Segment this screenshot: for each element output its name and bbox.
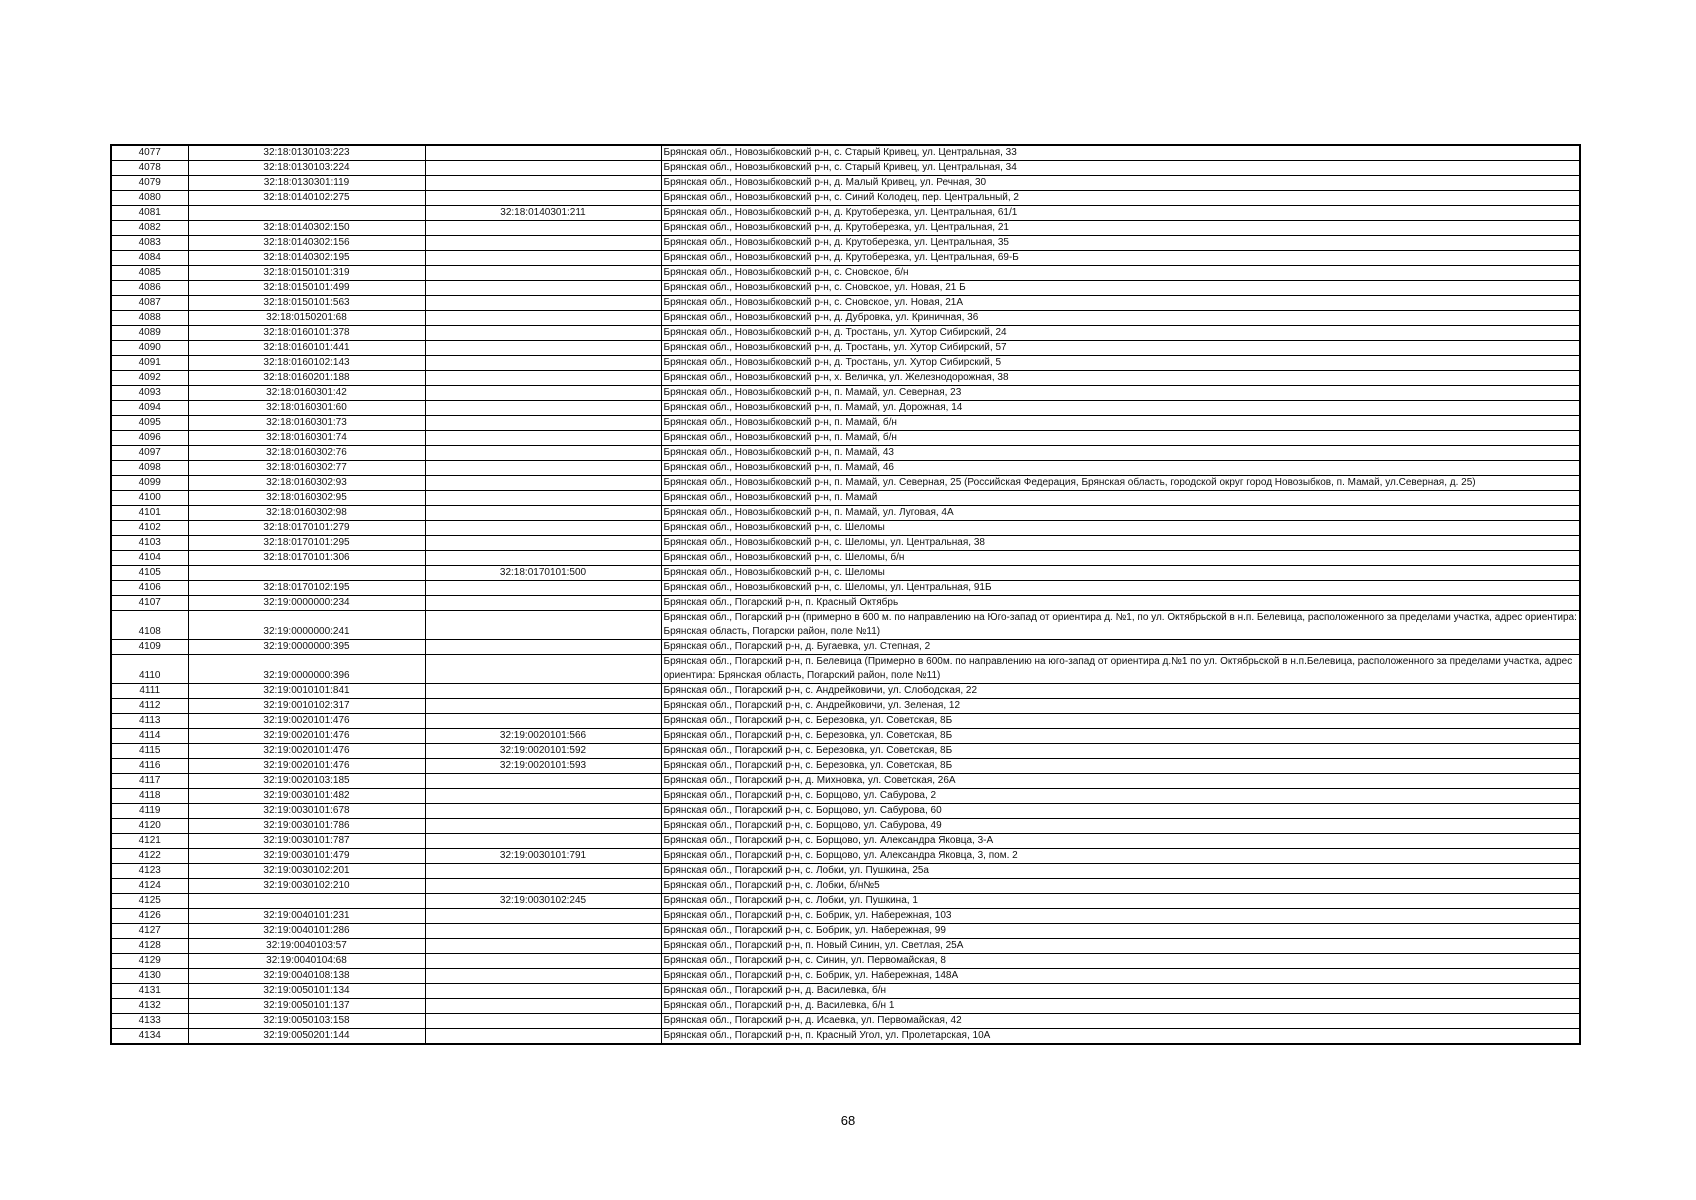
cadastral-number-cell: 32:18:0150101:499 bbox=[188, 281, 425, 296]
address-cell: Брянская обл., Погарский р-н, с. Бобрик, ул. Набережная, 148А bbox=[661, 969, 1580, 984]
row-number-cell: 4091 bbox=[111, 356, 188, 371]
cadastral-number-cell: 32:18:0160301:60 bbox=[188, 401, 425, 416]
table-row bbox=[111, 714, 1580, 729]
table-row bbox=[111, 849, 1580, 864]
secondary-cadastral-number-cell bbox=[425, 281, 661, 296]
table-row bbox=[111, 356, 1580, 371]
address-cell: Брянская обл., Погарский р-н, п. Красный Октябрь bbox=[661, 596, 1580, 611]
address-cell: Брянская обл., Погарский р-н, с. Березовка, ул. Советская, 8Б bbox=[661, 759, 1580, 774]
address-cell: Брянская обл., Новозыбковский р-н, п. Мамай bbox=[661, 491, 1580, 506]
cadastral-number-cell: 32:19:0000000:396 bbox=[188, 655, 425, 684]
secondary-cadastral-number-cell bbox=[425, 909, 661, 924]
table-row bbox=[111, 1029, 1580, 1045]
secondary-cadastral-number-cell bbox=[425, 655, 661, 684]
property-register-table bbox=[110, 144, 1581, 1045]
row-number-cell: 4113 bbox=[111, 714, 188, 729]
cadastral-number-cell: 32:18:0140302:150 bbox=[188, 221, 425, 236]
row-number-cell: 4130 bbox=[111, 969, 188, 984]
cadastral-number-cell: 32:18:0160201:188 bbox=[188, 371, 425, 386]
cadastral-number-cell: 32:19:0010102:317 bbox=[188, 699, 425, 714]
secondary-cadastral-number-cell bbox=[425, 581, 661, 596]
cadastral-number-cell: 32:18:0160302:98 bbox=[188, 506, 425, 521]
cadastral-number-cell: 32:18:0170102:195 bbox=[188, 581, 425, 596]
row-number-cell: 4116 bbox=[111, 759, 188, 774]
cadastral-number-cell bbox=[188, 566, 425, 581]
table-row bbox=[111, 176, 1580, 191]
address-cell: Брянская обл., Погарский р-н, п. Белевица (Примерно в 600м. по направлению на юго-запад от ориентира д.№1 по ул. Октябрьской в н.п.Белевица, расположенного за пределами участка, адрес ориентира: Брянская область, Погарский район, поле №11) bbox=[661, 655, 1580, 684]
cadastral-number-cell: 32:19:0000000:234 bbox=[188, 596, 425, 611]
secondary-cadastral-number-cell bbox=[425, 356, 661, 371]
address-cell: Брянская обл., Погарский р-н, п. Новый Синин, ул. Светлая, 25А bbox=[661, 939, 1580, 954]
table-row bbox=[111, 969, 1580, 984]
cadastral-number-cell: 32:18:0160302:93 bbox=[188, 476, 425, 491]
row-number-cell: 4100 bbox=[111, 491, 188, 506]
row-number-cell: 4097 bbox=[111, 446, 188, 461]
address-cell: Брянская обл., Новозыбковский р-н, д. Тростань, ул. Хутор Сибирский, 57 bbox=[661, 341, 1580, 356]
secondary-cadastral-number-cell bbox=[425, 416, 661, 431]
address-cell: Брянская обл., Погарский р-н, с. Борщово, ул. Сабурова, 2 bbox=[661, 789, 1580, 804]
row-number-cell: 4077 bbox=[111, 145, 188, 161]
address-cell: Брянская обл., Новозыбковский р-н, с. Шеломы bbox=[661, 521, 1580, 536]
table-row bbox=[111, 296, 1580, 311]
secondary-cadastral-number-cell: 32:19:0030101:791 bbox=[425, 849, 661, 864]
cadastral-number-cell: 32:19:0030101:787 bbox=[188, 834, 425, 849]
row-number-cell: 4127 bbox=[111, 924, 188, 939]
secondary-cadastral-number-cell bbox=[425, 819, 661, 834]
cadastral-number-cell: 32:18:0130103:224 bbox=[188, 161, 425, 176]
row-number-cell: 4101 bbox=[111, 506, 188, 521]
row-number-cell: 4123 bbox=[111, 864, 188, 879]
address-cell: Брянская обл., Новозыбковский р-н, п. Мамай, 46 bbox=[661, 461, 1580, 476]
cadastral-number-cell bbox=[188, 206, 425, 221]
address-cell: Брянская обл., Новозыбковский р-н, п. Мамай, б/н bbox=[661, 431, 1580, 446]
address-cell: Брянская обл., Новозыбковский р-н, с. Шеломы bbox=[661, 566, 1580, 581]
cadastral-number-cell: 32:19:0030102:210 bbox=[188, 879, 425, 894]
row-number-cell: 4134 bbox=[111, 1029, 188, 1045]
row-number-cell: 4086 bbox=[111, 281, 188, 296]
address-cell: Брянская обл., Погарский р-н, с. Березовка, ул. Советская, 8Б bbox=[661, 744, 1580, 759]
secondary-cadastral-number-cell bbox=[425, 834, 661, 849]
row-number-cell: 4083 bbox=[111, 236, 188, 251]
address-cell: Брянская обл., Погарский р-н, д. Василевка, б/н 1 bbox=[661, 999, 1580, 1014]
row-number-cell: 4107 bbox=[111, 596, 188, 611]
table-row bbox=[111, 1014, 1580, 1029]
cadastral-number-cell: 32:18:0150101:319 bbox=[188, 266, 425, 281]
address-cell: Брянская обл., Новозыбковский р-н, д. Тростань, ул. Хутор Сибирский, 5 bbox=[661, 356, 1580, 371]
address-cell: Брянская обл., Новозыбковский р-н, с. Шеломы, ул. Центральная, 38 bbox=[661, 536, 1580, 551]
table-row bbox=[111, 161, 1580, 176]
table-row bbox=[111, 894, 1580, 909]
address-cell: Брянская обл., Новозыбковский р-н, с. Шеломы, ул. Центральная, 91Б bbox=[661, 581, 1580, 596]
cadastral-number-cell: 32:18:0130301:119 bbox=[188, 176, 425, 191]
table-row bbox=[111, 640, 1580, 655]
row-number-cell: 4082 bbox=[111, 221, 188, 236]
address-cell: Брянская обл., Новозыбковский р-н, п. Мамай, ул. Северная, 23 bbox=[661, 386, 1580, 401]
table-row bbox=[111, 774, 1580, 789]
table-row bbox=[111, 984, 1580, 999]
cadastral-number-cell: 32:19:0030102:201 bbox=[188, 864, 425, 879]
row-number-cell: 4079 bbox=[111, 176, 188, 191]
address-cell: Брянская обл., Погарский р-н, с. Борщово, ул. Александра Яковца, 3-А bbox=[661, 834, 1580, 849]
table-row bbox=[111, 581, 1580, 596]
table-row bbox=[111, 386, 1580, 401]
row-number-cell: 4085 bbox=[111, 266, 188, 281]
address-cell: Брянская обл., Новозыбковский р-н, с. Старый Кривец, ул. Центральная, 34 bbox=[661, 161, 1580, 176]
row-number-cell: 4081 bbox=[111, 206, 188, 221]
cadastral-number-cell: 32:18:0160301:73 bbox=[188, 416, 425, 431]
cadastral-number-cell: 32:18:0170101:279 bbox=[188, 521, 425, 536]
address-cell: Брянская обл., Новозыбковский р-н, с. Синий Колодец, пер. Центральный, 2 bbox=[661, 191, 1580, 206]
secondary-cadastral-number-cell bbox=[425, 446, 661, 461]
table-row bbox=[111, 684, 1580, 699]
cadastral-number-cell: 32:19:0040101:231 bbox=[188, 909, 425, 924]
secondary-cadastral-number-cell bbox=[425, 536, 661, 551]
address-cell: Брянская обл., Новозыбковский р-н, с. Старый Кривец, ул. Центральная, 33 bbox=[661, 145, 1580, 161]
secondary-cadastral-number-cell: 32:19:0030102:245 bbox=[425, 894, 661, 909]
secondary-cadastral-number-cell bbox=[425, 401, 661, 416]
secondary-cadastral-number-cell bbox=[425, 386, 661, 401]
secondary-cadastral-number-cell bbox=[425, 461, 661, 476]
address-cell: Брянская обл., Погарский р-н, с. Березовка, ул. Советская, 8Б bbox=[661, 729, 1580, 744]
cadastral-number-cell: 32:19:0050101:134 bbox=[188, 984, 425, 999]
row-number-cell: 4105 bbox=[111, 566, 188, 581]
secondary-cadastral-number-cell bbox=[425, 221, 661, 236]
secondary-cadastral-number-cell bbox=[425, 864, 661, 879]
table-row bbox=[111, 341, 1580, 356]
secondary-cadastral-number-cell bbox=[425, 924, 661, 939]
cadastral-number-cell: 32:18:0170101:295 bbox=[188, 536, 425, 551]
row-number-cell: 4084 bbox=[111, 251, 188, 266]
secondary-cadastral-number-cell bbox=[425, 879, 661, 894]
cadastral-number-cell: 32:18:0130103:223 bbox=[188, 145, 425, 161]
secondary-cadastral-number-cell bbox=[425, 191, 661, 206]
cadastral-number-cell: 32:18:0160101:378 bbox=[188, 326, 425, 341]
table-row bbox=[111, 311, 1580, 326]
row-number-cell: 4132 bbox=[111, 999, 188, 1014]
row-number-cell: 4099 bbox=[111, 476, 188, 491]
secondary-cadastral-number-cell: 32:18:0140301:211 bbox=[425, 206, 661, 221]
table-row bbox=[111, 909, 1580, 924]
address-cell: Брянская обл., Новозыбковский р-н, п. Мамай, б/н bbox=[661, 416, 1580, 431]
table-row bbox=[111, 536, 1580, 551]
table-row bbox=[111, 416, 1580, 431]
address-cell: Брянская обл., Погарский р-н, с. Борщово, ул. Сабурова, 49 bbox=[661, 819, 1580, 834]
secondary-cadastral-number-cell bbox=[425, 999, 661, 1014]
cadastral-number-cell: 32:19:0040104:68 bbox=[188, 954, 425, 969]
secondary-cadastral-number-cell bbox=[425, 296, 661, 311]
cadastral-number-cell: 32:19:0020101:476 bbox=[188, 744, 425, 759]
address-cell: Брянская обл., Погарский р-н, с. Борщово, ул. Сабурова, 60 bbox=[661, 804, 1580, 819]
table-row bbox=[111, 251, 1580, 266]
address-cell: Брянская обл., Погарский р-н, д. Василевка, б/н bbox=[661, 984, 1580, 999]
cadastral-number-cell: 32:18:0160301:42 bbox=[188, 386, 425, 401]
table-row bbox=[111, 954, 1580, 969]
row-number-cell: 4098 bbox=[111, 461, 188, 476]
secondary-cadastral-number-cell: 32:19:0020101:566 bbox=[425, 729, 661, 744]
address-cell: Брянская обл., Новозыбковский р-н, д. Крутоберезка, ул. Центральная, 21 bbox=[661, 221, 1580, 236]
row-number-cell: 4080 bbox=[111, 191, 188, 206]
row-number-cell: 4087 bbox=[111, 296, 188, 311]
cadastral-number-cell: 32:19:0020101:476 bbox=[188, 729, 425, 744]
address-cell: Брянская обл., Новозыбковский р-н, п. Мамай, ул. Северная, 25 (Российская Федерация, Брянская область, городской округ город Новозыбков, п. Мамай, ул.Северная, д. 25) bbox=[661, 476, 1580, 491]
table-row bbox=[111, 506, 1580, 521]
address-cell: Брянская обл., Погарский р-н, д. Исаевка, ул. Первомайская, 42 bbox=[661, 1014, 1580, 1029]
table-row bbox=[111, 206, 1580, 221]
secondary-cadastral-number-cell bbox=[425, 341, 661, 356]
cadastral-number-cell: 32:19:0030101:678 bbox=[188, 804, 425, 819]
cadastral-number-cell: 32:19:0040108:138 bbox=[188, 969, 425, 984]
table-row bbox=[111, 476, 1580, 491]
row-number-cell: 4102 bbox=[111, 521, 188, 536]
table-row bbox=[111, 864, 1580, 879]
table-row bbox=[111, 596, 1580, 611]
secondary-cadastral-number-cell bbox=[425, 789, 661, 804]
address-cell: Брянская обл., Новозыбковский р-н, д. Малый Кривец, ул. Речная, 30 bbox=[661, 176, 1580, 191]
address-cell: Брянская обл., Новозыбковский р-н, д. Крутоберезка, ул. Центральная, 61/1 bbox=[661, 206, 1580, 221]
cadastral-number-cell: 32:19:0050101:137 bbox=[188, 999, 425, 1014]
secondary-cadastral-number-cell bbox=[425, 491, 661, 506]
cadastral-number-cell: 32:18:0160302:76 bbox=[188, 446, 425, 461]
secondary-cadastral-number-cell bbox=[425, 476, 661, 491]
address-cell: Брянская обл., Погарский р-н, с. Лобки, ул. Пушкина, 1 bbox=[661, 894, 1580, 909]
table-row bbox=[111, 834, 1580, 849]
table-row bbox=[111, 491, 1580, 506]
row-number-cell: 4089 bbox=[111, 326, 188, 341]
address-cell: Брянская обл., Погарский р-н, с. Лобки, б/н№5 bbox=[661, 879, 1580, 894]
secondary-cadastral-number-cell bbox=[425, 161, 661, 176]
table-row bbox=[111, 566, 1580, 581]
address-cell: Брянская обл., Погарский р-н, с. Бобрик, ул. Набережная, 103 bbox=[661, 909, 1580, 924]
cadastral-number-cell: 32:18:0160302:95 bbox=[188, 491, 425, 506]
cadastral-number-cell: 32:18:0150201:68 bbox=[188, 311, 425, 326]
address-cell: Брянская обл., Погарский р-н, д. Михновка, ул. Советская, 26А bbox=[661, 774, 1580, 789]
row-number-cell: 4115 bbox=[111, 744, 188, 759]
cadastral-number-cell: 32:18:0150101:563 bbox=[188, 296, 425, 311]
secondary-cadastral-number-cell bbox=[425, 714, 661, 729]
table-row bbox=[111, 699, 1580, 714]
address-cell: Брянская обл., Новозыбковский р-н, с. Сновское, б/н bbox=[661, 266, 1580, 281]
secondary-cadastral-number-cell bbox=[425, 176, 661, 191]
secondary-cadastral-number-cell bbox=[425, 954, 661, 969]
row-number-cell: 4125 bbox=[111, 894, 188, 909]
address-cell: Брянская обл., Новозыбковский р-н, х. Величка, ул. Железнодорожная, 38 bbox=[661, 371, 1580, 386]
table-row bbox=[111, 939, 1580, 954]
table-row bbox=[111, 924, 1580, 939]
row-number-cell: 4103 bbox=[111, 536, 188, 551]
secondary-cadastral-number-cell bbox=[425, 311, 661, 326]
table-row bbox=[111, 744, 1580, 759]
cadastral-number-cell: 32:18:0140102:275 bbox=[188, 191, 425, 206]
table-row bbox=[111, 281, 1580, 296]
row-number-cell: 4092 bbox=[111, 371, 188, 386]
row-number-cell: 4111 bbox=[111, 684, 188, 699]
row-number-cell: 4119 bbox=[111, 804, 188, 819]
secondary-cadastral-number-cell bbox=[425, 236, 661, 251]
row-number-cell: 4112 bbox=[111, 699, 188, 714]
table-row bbox=[111, 371, 1580, 386]
secondary-cadastral-number-cell bbox=[425, 506, 661, 521]
secondary-cadastral-number-cell bbox=[425, 266, 661, 281]
table-row bbox=[111, 266, 1580, 281]
cadastral-number-cell: 32:19:0020101:476 bbox=[188, 714, 425, 729]
table-row bbox=[111, 804, 1580, 819]
row-number-cell: 4118 bbox=[111, 789, 188, 804]
secondary-cadastral-number-cell bbox=[425, 804, 661, 819]
table-row bbox=[111, 789, 1580, 804]
address-cell: Брянская обл., Погарский р-н, с. Синин, ул. Первомайская, 8 bbox=[661, 954, 1580, 969]
table-row bbox=[111, 551, 1580, 566]
table-row bbox=[111, 999, 1580, 1014]
row-number-cell: 4094 bbox=[111, 401, 188, 416]
row-number-cell: 4078 bbox=[111, 161, 188, 176]
address-cell: Брянская обл., Погарский р-н (примерно в 600 м. по направлению на Юго-запад от ориентира д. №1, по ул. Октябрьской в н.п. Белевица, расположенного за пределами участка, адрес ориентира: Брянская область, Погарски район, поле №11) bbox=[661, 611, 1580, 640]
address-cell: Брянская обл., Погарский р-н, с. Андрейковичи, ул. Слободская, 22 bbox=[661, 684, 1580, 699]
row-number-cell: 4088 bbox=[111, 311, 188, 326]
secondary-cadastral-number-cell: 32:19:0020101:593 bbox=[425, 759, 661, 774]
table-row bbox=[111, 326, 1580, 341]
secondary-cadastral-number-cell bbox=[425, 1014, 661, 1029]
row-number-cell: 4090 bbox=[111, 341, 188, 356]
table-row bbox=[111, 729, 1580, 744]
secondary-cadastral-number-cell bbox=[425, 596, 661, 611]
row-number-cell: 4117 bbox=[111, 774, 188, 789]
address-cell: Брянская обл., Новозыбковский р-н, п. Мамай, ул. Дорожная, 14 bbox=[661, 401, 1580, 416]
cadastral-number-cell: 32:19:0040103:57 bbox=[188, 939, 425, 954]
row-number-cell: 4126 bbox=[111, 909, 188, 924]
table-row bbox=[111, 655, 1580, 684]
address-cell: Брянская обл., Новозыбковский р-н, п. Мамай, 43 bbox=[661, 446, 1580, 461]
cadastral-number-cell: 32:19:0050201:144 bbox=[188, 1029, 425, 1045]
row-number-cell: 4121 bbox=[111, 834, 188, 849]
secondary-cadastral-number-cell bbox=[425, 611, 661, 640]
row-number-cell: 4114 bbox=[111, 729, 188, 744]
address-cell: Брянская обл., Новозыбковский р-н, п. Мамай, ул. Луговая, 4А bbox=[661, 506, 1580, 521]
table-row bbox=[111, 521, 1580, 536]
cadastral-number-cell: 32:19:0020103:185 bbox=[188, 774, 425, 789]
secondary-cadastral-number-cell bbox=[425, 984, 661, 999]
secondary-cadastral-number-cell bbox=[425, 684, 661, 699]
table-row bbox=[111, 879, 1580, 894]
cadastral-number-cell: 32:19:0040101:286 bbox=[188, 924, 425, 939]
row-number-cell: 4096 bbox=[111, 431, 188, 446]
address-cell: Брянская обл., Погарский р-н, с. Березовка, ул. Советская, 8Б bbox=[661, 714, 1580, 729]
secondary-cadastral-number-cell bbox=[425, 774, 661, 789]
secondary-cadastral-number-cell bbox=[425, 521, 661, 536]
cadastral-number-cell: 32:19:0000000:241 bbox=[188, 611, 425, 640]
row-number-cell: 4109 bbox=[111, 640, 188, 655]
table-row bbox=[111, 759, 1580, 774]
address-cell: Брянская обл., Погарский р-н, п. Красный Угол, ул. Пролетарская, 10А bbox=[661, 1029, 1580, 1045]
address-cell: Брянская обл., Новозыбковский р-н, д. Дубровка, ул. Криничная, 36 bbox=[661, 311, 1580, 326]
secondary-cadastral-number-cell: 32:18:0170101:500 bbox=[425, 566, 661, 581]
cadastral-number-cell: 32:18:0170101:306 bbox=[188, 551, 425, 566]
address-cell: Брянская обл., Новозыбковский р-н, с. Сновское, ул. Новая, 21А bbox=[661, 296, 1580, 311]
table-row bbox=[111, 236, 1580, 251]
table-body bbox=[111, 145, 1580, 1044]
row-number-cell: 4108 bbox=[111, 611, 188, 640]
address-cell: Брянская обл., Погарский р-н, с. Борщово, ул. Александра Яковца, 3, пом. 2 bbox=[661, 849, 1580, 864]
address-cell: Брянская обл., Новозыбковский р-н, с. Сновское, ул. Новая, 21 Б bbox=[661, 281, 1580, 296]
table-row bbox=[111, 221, 1580, 236]
row-number-cell: 4133 bbox=[111, 1014, 188, 1029]
address-cell: Брянская обл., Новозыбковский р-н, д. Крутоберезка, ул. Центральная, 35 bbox=[661, 236, 1580, 251]
cadastral-number-cell: 32:19:0030101:479 bbox=[188, 849, 425, 864]
cadastral-number-cell: 32:18:0160302:77 bbox=[188, 461, 425, 476]
row-number-cell: 4122 bbox=[111, 849, 188, 864]
table-row bbox=[111, 191, 1580, 206]
secondary-cadastral-number-cell bbox=[425, 699, 661, 714]
cadastral-number-cell: 32:19:0030101:482 bbox=[188, 789, 425, 804]
cadastral-number-cell: 32:18:0160301:74 bbox=[188, 431, 425, 446]
address-cell: Брянская обл., Погарский р-н, с. Андрейковичи, ул. Зеленая, 12 bbox=[661, 699, 1580, 714]
cadastral-number-cell: 32:19:0020101:476 bbox=[188, 759, 425, 774]
secondary-cadastral-number-cell bbox=[425, 640, 661, 655]
table-row bbox=[111, 401, 1580, 416]
secondary-cadastral-number-cell bbox=[425, 145, 661, 161]
secondary-cadastral-number-cell: 32:19:0020101:592 bbox=[425, 744, 661, 759]
secondary-cadastral-number-cell bbox=[425, 371, 661, 386]
table-row bbox=[111, 145, 1580, 161]
row-number-cell: 4104 bbox=[111, 551, 188, 566]
secondary-cadastral-number-cell bbox=[425, 431, 661, 446]
row-number-cell: 4093 bbox=[111, 386, 188, 401]
address-cell: Брянская обл., Погарский р-н, с. Бобрик, ул. Набережная, 99 bbox=[661, 924, 1580, 939]
cadastral-number-cell: 32:19:0030101:786 bbox=[188, 819, 425, 834]
table-row bbox=[111, 819, 1580, 834]
cadastral-number-cell: 32:19:0000000:395 bbox=[188, 640, 425, 655]
table-row bbox=[111, 446, 1580, 461]
address-cell: Брянская обл., Погарский р-н, д. Бугаевка, ул. Степная, 2 bbox=[661, 640, 1580, 655]
row-number-cell: 4095 bbox=[111, 416, 188, 431]
row-number-cell: 4106 bbox=[111, 581, 188, 596]
table-row bbox=[111, 461, 1580, 476]
cadastral-number-cell bbox=[188, 894, 425, 909]
secondary-cadastral-number-cell bbox=[425, 251, 661, 266]
row-number-cell: 4124 bbox=[111, 879, 188, 894]
page-number: 68 bbox=[840, 1113, 856, 1128]
row-number-cell: 4120 bbox=[111, 819, 188, 834]
secondary-cadastral-number-cell bbox=[425, 326, 661, 341]
cadastral-number-cell: 32:18:0140302:156 bbox=[188, 236, 425, 251]
table-row bbox=[111, 611, 1580, 640]
secondary-cadastral-number-cell bbox=[425, 1029, 661, 1045]
row-number-cell: 4129 bbox=[111, 954, 188, 969]
address-cell: Брянская обл., Новозыбковский р-н, д. Тростань, ул. Хутор Сибирский, 24 bbox=[661, 326, 1580, 341]
secondary-cadastral-number-cell bbox=[425, 969, 661, 984]
row-number-cell: 4110 bbox=[111, 655, 188, 684]
cadastral-number-cell: 32:19:0050103:158 bbox=[188, 1014, 425, 1029]
table-row bbox=[111, 431, 1580, 446]
cadastral-number-cell: 32:18:0160102:143 bbox=[188, 356, 425, 371]
row-number-cell: 4128 bbox=[111, 939, 188, 954]
address-cell: Брянская обл., Новозыбковский р-н, д. Крутоберезка, ул. Центральная, 69-Б bbox=[661, 251, 1580, 266]
row-number-cell: 4131 bbox=[111, 984, 188, 999]
cadastral-number-cell: 32:18:0160101:441 bbox=[188, 341, 425, 356]
secondary-cadastral-number-cell bbox=[425, 551, 661, 566]
cadastral-number-cell: 32:19:0010101:841 bbox=[188, 684, 425, 699]
address-cell: Брянская обл., Новозыбковский р-н, с. Шеломы, б/н bbox=[661, 551, 1580, 566]
address-cell: Брянская обл., Погарский р-н, с. Лобки, ул. Пушкина, 25а bbox=[661, 864, 1580, 879]
secondary-cadastral-number-cell bbox=[425, 939, 661, 954]
cadastral-number-cell: 32:18:0140302:195 bbox=[188, 251, 425, 266]
